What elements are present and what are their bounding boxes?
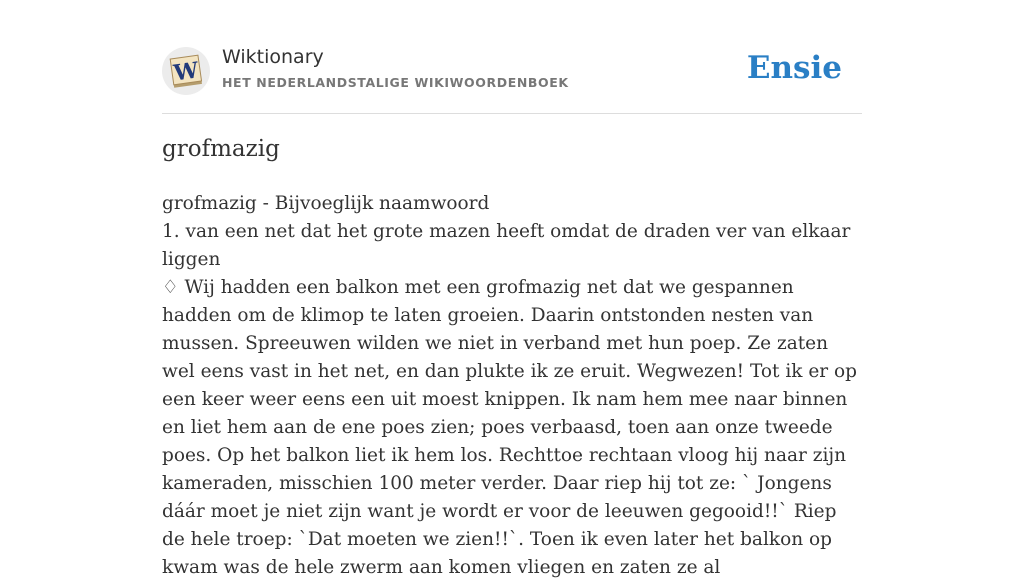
word-type-line: grofmazig - Bijvoeglijk naamwoord: [162, 193, 490, 214]
entry-body: [162, 190, 862, 582]
svg-text:W: W: [172, 57, 201, 87]
page-title: grofmazig: [162, 136, 280, 162]
example-text: ♢ Wij hadden een balkon met een grofmazig net dat we gespannen hadden om de klimop te laten groeien. Daarin ontstonden nesten van mussen. Spreeuwen wilden we niet in verband met hun poep. Ze zaten wel eens vast in het net, en dan plukte ik ze eruit. Wegwezen! Tot ik er op een keer weer eens een uit moest knippen. Ik nam hem mee naar binnen en liet hem aan de ene poes zien; poes verbaasd, toen aan onze tweede poes. Op het balkon liet ik hem los. Rechttoe rechtaan vloog hij naar zijn kameraden, misschien 100 meter verder. Daar riep hij tot ze: ` Jongens dáár moet je niet zijn want je wordt er voor de leeuwen gegooid!!` Riep de hele troep: `Dat moeten we zien!!`. Toen ik even later het balkon op kwam was de hele zwerm aan komen vliegen en zaten ze al: [162, 277, 857, 578]
site-subtitle: HET NEDERLANDSTALIGE WIKIWOORDENBOEK: [222, 75, 569, 90]
page-container: [162, 0, 862, 578]
site-name[interactable]: Wiktionary: [222, 46, 324, 68]
definition-text: 1. van een net dat het grote mazen heeft omdat de draden ver van elkaar liggen: [162, 221, 851, 270]
wiktionary-logo-icon[interactable]: [162, 47, 210, 95]
ensie-brand-link[interactable]: Ensie: [746, 50, 842, 86]
header: [162, 0, 862, 114]
